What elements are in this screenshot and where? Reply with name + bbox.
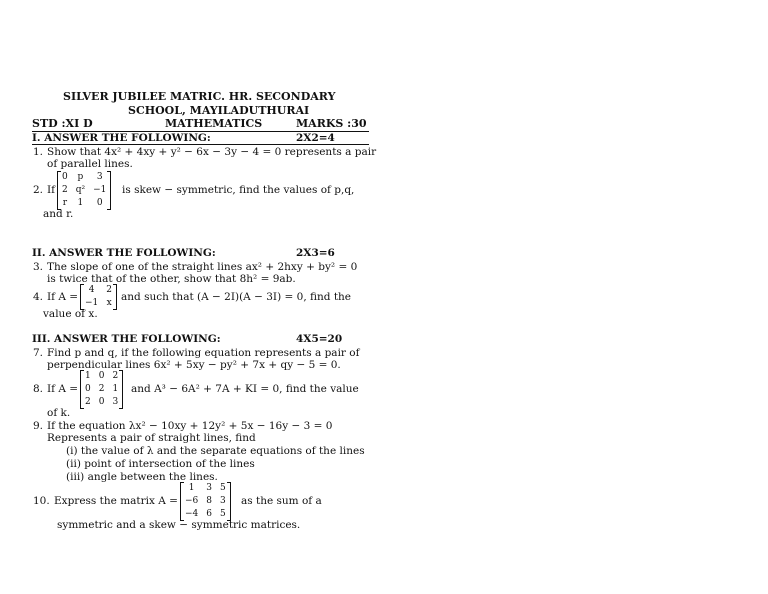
q7-text-cont: perpendicular lines 6x² + 5xy − py² + 7x + qy − 5 = 0. xyxy=(47,359,341,371)
q4-number: 4. xyxy=(33,291,44,303)
matrix-cell: 2 xyxy=(85,397,91,407)
matrix-cell: 2 xyxy=(112,371,119,381)
matrix-cell: −4 xyxy=(185,509,199,519)
matrix-cell: 0 xyxy=(85,384,91,394)
matrix-cell: 5 xyxy=(220,483,226,493)
q2-number: 2. xyxy=(33,184,44,196)
matrix-cell: 2 xyxy=(98,384,105,394)
q8-tail: of k. xyxy=(47,407,71,419)
matrix-cell: 0 xyxy=(96,198,103,208)
matrix-cell: 3 xyxy=(96,172,103,182)
section-2-marks: 2X3=6 xyxy=(296,247,335,259)
matrix-cell: 3 xyxy=(112,397,119,407)
q4-text: and such that (A − 2I)(A − 3I) = 0, find the xyxy=(121,291,352,303)
matrix-cell: 4 xyxy=(88,285,95,295)
q8-text: and A³ − 6A² + 7A + KI = 0, find the value xyxy=(131,383,359,395)
q2-matrix xyxy=(57,171,111,210)
q2-tail: and r. xyxy=(43,208,74,220)
matrix-cell: 0 xyxy=(98,371,105,381)
marks-label: MARKS :30 xyxy=(296,117,367,130)
matrix-cell: 0 xyxy=(62,172,68,182)
q4-if: If A = xyxy=(47,291,79,303)
matrix-cell: 0 xyxy=(98,397,105,407)
matrix-cell: r xyxy=(62,198,68,208)
matrix-cell: 8 xyxy=(206,496,213,506)
q8-matrix xyxy=(80,370,123,409)
q10-text: Express the matrix A = xyxy=(54,495,178,507)
q4-matrix xyxy=(80,284,117,310)
matrix-cell: q² xyxy=(75,185,86,195)
q1-number: 1. xyxy=(33,146,44,158)
matrix-cell: 1 xyxy=(77,198,84,208)
matrix-cell: 3 xyxy=(220,496,226,506)
matrix-cell: x xyxy=(106,298,112,308)
q9-sub-i: (i) the value of λ and the separate equations of the lines xyxy=(66,445,365,457)
q10-number: 10. xyxy=(33,495,50,507)
q9-number: 9. xyxy=(33,420,44,432)
q3-text-cont: is twice that of the other, show that 8h² = 9ab. xyxy=(47,273,296,285)
q1-text-cont: of parallel lines. xyxy=(47,158,133,170)
matrix-cell: p xyxy=(77,172,84,182)
q9-text-cont: Represents a pair of straight lines, find xyxy=(47,432,256,444)
matrix-cell: −1 xyxy=(93,185,107,195)
matrix-cell: 1 xyxy=(188,483,195,493)
q7-number: 7. xyxy=(33,347,44,359)
matrix-cell: 1 xyxy=(85,371,91,381)
q3-text: The slope of one of the straight lines ax² + 2hxy + by² = 0 xyxy=(47,261,358,273)
q10-text-after: as the sum of a xyxy=(241,495,322,507)
matrix-cell: 5 xyxy=(220,509,226,519)
matrix-cell: −1 xyxy=(85,298,99,308)
q7-text: Find p and q, if the following equation represents a pair of xyxy=(47,347,360,359)
q8-number: 8. xyxy=(33,383,44,395)
section-1-title: I. ANSWER THE FOLLOWING: xyxy=(32,132,211,144)
q3-number: 3. xyxy=(33,261,44,273)
section-3-title: III. ANSWER THE FOLLOWING: xyxy=(32,333,221,345)
q10-matrix xyxy=(180,482,231,521)
q2-if: If xyxy=(47,184,56,196)
school-name-line2: SCHOOL, MAYILADUTHURAI xyxy=(128,104,310,117)
q9-sub-ii: (ii) point of intersection of the lines xyxy=(66,458,255,470)
section-1-rule xyxy=(32,144,369,145)
matrix-cell: −6 xyxy=(185,496,199,506)
std-label: STD :XI D xyxy=(32,117,93,130)
matrix-cell: 1 xyxy=(112,384,119,394)
q9-text: If the equation λx² − 10xy + 12y² + 5x − 16y − 3 = 0 xyxy=(47,420,333,432)
matrix-cell: 2 xyxy=(62,185,68,195)
q8-if: If A = xyxy=(47,383,79,395)
section-3-marks: 4X5=20 xyxy=(296,333,343,345)
subject-label: MATHEMATICS xyxy=(165,117,263,130)
q4-tail: value of x. xyxy=(43,308,98,320)
matrix-cell: 6 xyxy=(206,509,213,519)
section-1-marks: 2X2=4 xyxy=(296,132,335,144)
section-2-title: II. ANSWER THE FOLLOWING: xyxy=(32,247,216,259)
q10-tail: symmetric and a skew − symmetric matrices. xyxy=(57,519,301,531)
school-name-line1: SILVER JUBILEE MATRIC. HR. SECONDARY xyxy=(63,90,336,103)
matrix-cell: 3 xyxy=(206,483,213,493)
q9-sub-iii: (iii) angle between the lines. xyxy=(66,471,218,483)
q2-text: is skew − symmetric, find the values of p,q, xyxy=(122,184,355,196)
q1-text: Show that 4x² + 4xy + y² − 6x − 3y − 4 = 0 represents a pair xyxy=(47,146,377,158)
matrix-cell: 2 xyxy=(106,285,113,295)
